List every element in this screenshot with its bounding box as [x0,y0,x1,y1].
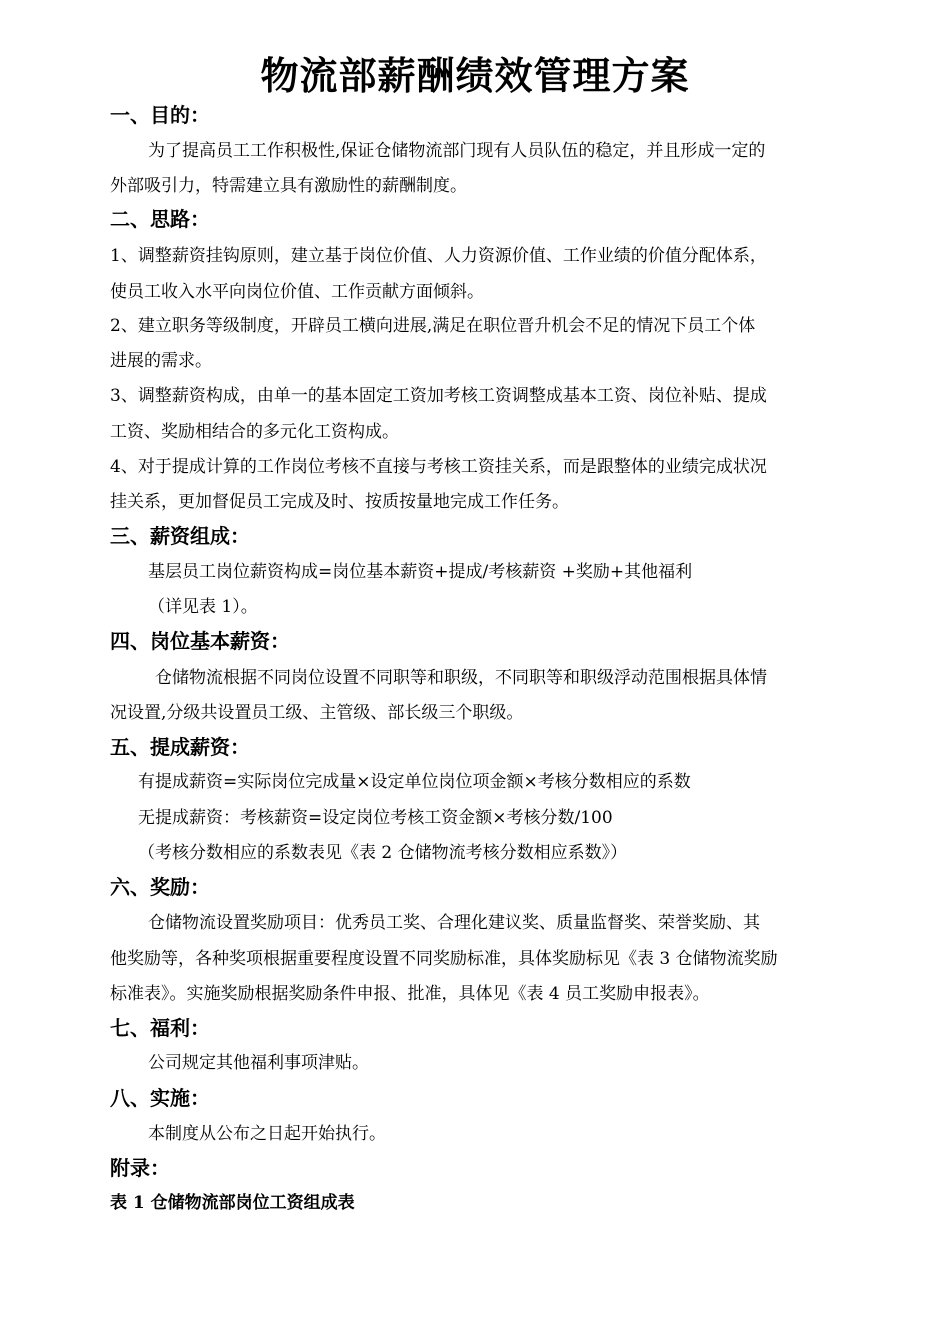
paragraph-line: 标准表》。实施奖励根据奖励条件申报、批准，具体见《表 4 员工奖励申报表》。 [110,984,710,1004]
section-heading-base-salary: 四、岗位基本薪资： [110,629,290,653]
table-caption: 表 1 仓储物流部岗位工资组成表 [110,1193,355,1213]
section-heading-implementation: 八、实施： [110,1086,210,1110]
section-heading-benefits: 七、福利： [110,1016,210,1040]
paragraph-line: （考核分数相应的系数表见《表 2 仓储物流考核分数相应系数》） [138,843,628,863]
paragraph-line: 外部吸引力，特需建立具有激励性的薪酬制度。 [110,176,467,196]
section-heading-commission: 五、提成薪资： [110,735,250,759]
appendix-heading: 附录： [110,1156,170,1180]
paragraph-line: 挂关系，更加督促员工完成及时、按质按量地完成工作任务。 [110,492,569,512]
paragraph-line: 使员工收入水平向岗位价值、工作贡献方面倾斜。 [110,282,484,302]
paragraph-line: 公司规定其他福利事项津贴。 [148,1053,369,1073]
paragraph-line: 进展的需求。 [110,351,212,371]
paragraph-line: 2、建立职务等级制度，开辟员工横向进展,满足在职位晋升机会不足的情况下员工个体 [110,316,756,336]
paragraph-line: （详见表 1）。 [148,597,258,617]
paragraph-line: 4、对于提成计算的工作岗位考核不直接与考核工资挂关系，而是跟整体的业绩完成状况 [110,457,767,477]
paragraph-line: 1、调整薪资挂钩原则，建立基于岗位价值、人力资源价值、工作业绩的价值分配体系， [110,246,767,266]
paragraph-line: 工资、奖励相结合的多元化工资构成。 [110,422,399,442]
paragraph-line: 仓储物流根据不同岗位设置不同职等和职级，不同职等和职级浮动范围根据具体情 [155,668,767,688]
paragraph-line: 仓储物流设置奖励项目：优秀员工奖、合理化建议奖、质量监督奖、荣誉奖励、其 [148,913,760,933]
paragraph-line: 有提成薪资=实际岗位完成量×设定单位岗位项金额×考核分数相应的系数 [138,772,691,792]
paragraph-line: 3、调整薪资构成，由单一的基本固定工资加考核工资调整成基本工资、岗位补贴、提成 [110,386,767,406]
paragraph-line: 况设置,分级共设置员工级、主管级、部长级三个职级。 [110,703,524,723]
section-heading-purpose: 一、目的： [110,103,210,127]
paragraph-line: 无提成薪资：考核薪资=设定岗位考核工资金额×考核分数/100 [138,808,613,828]
paragraph-line: 本制度从公布之日起开始执行。 [148,1124,386,1144]
section-heading-rewards: 六、奖励： [110,875,210,899]
section-heading-salary-composition: 三、薪资组成： [110,524,250,548]
page-title: 物流部薪酬绩效管理方案 [260,54,690,98]
paragraph-line: 他奖励等，各种奖项根据重要程度设置不同奖励标准，具体奖励标见《表 3 仓储物流奖励 [110,949,778,969]
section-heading-approach: 二、思路： [110,207,210,231]
paragraph-line: 为了提高员工工作积极性,保证仓储物流部门现有人员队伍的稳定，并且形成一定的 [148,141,766,161]
paragraph-line: 基层员工岗位薪资构成=岗位基本薪资+提成/考核薪资 +奖励+其他福利 [148,562,693,582]
